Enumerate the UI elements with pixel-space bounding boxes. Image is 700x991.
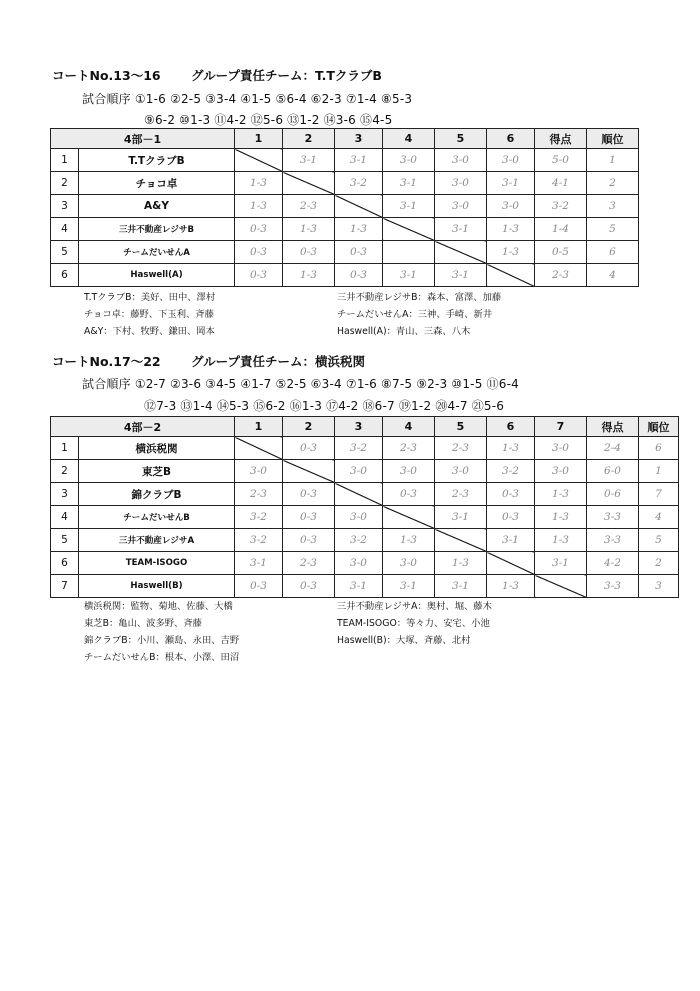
match-score: 0-3: [487, 483, 535, 506]
table-row: [51, 552, 679, 575]
match-score: 3-0: [535, 437, 587, 460]
rank-cell: 5: [587, 218, 639, 241]
team-members: チームだいせんA：三神、手崎、新井: [337, 309, 493, 320]
column-header: 6: [487, 129, 535, 149]
column-header: 4: [383, 417, 435, 437]
table-title: 4部－1: [51, 129, 235, 149]
row-number: 1: [51, 149, 79, 172]
league-table-2: [50, 416, 679, 598]
column-header: 3: [335, 129, 383, 149]
members-right-1: [337, 289, 501, 340]
table-row: [51, 195, 639, 218]
match-order-1: [82, 90, 412, 107]
match-score: 2-3: [383, 437, 435, 460]
match-score: 3-2: [235, 529, 283, 552]
team-members: 三井不動産レジサB：森本、富澤、加藤: [337, 292, 502, 303]
match-score: 0-3: [283, 575, 335, 598]
team-members: 横浜税関：監物、菊地、佐藤、大橋: [84, 601, 233, 612]
team-name: Haswell(A): [79, 264, 235, 287]
match-score: 0-3: [283, 529, 335, 552]
match-score: 3-0: [335, 460, 383, 483]
match-score: 0-3: [235, 218, 283, 241]
points-cell: 5-0: [535, 149, 587, 172]
rank-cell: 3: [639, 575, 679, 598]
rank-cell: 1: [639, 460, 679, 483]
rank-cell: 6: [639, 437, 679, 460]
match-order-1-cont: [144, 111, 392, 128]
table-row: [51, 437, 679, 460]
table-row: [51, 172, 639, 195]
table-row: [51, 575, 679, 598]
match-score: 1-3: [335, 218, 383, 241]
match-score: 0-3: [487, 506, 535, 529]
match-score: 1-3: [535, 483, 587, 506]
table-row: [51, 529, 679, 552]
court-number: コートNo.17〜22: [52, 354, 161, 369]
match-score: 0-3: [283, 437, 335, 460]
table-title: 4部－2: [51, 417, 235, 437]
column-header: 得点: [535, 129, 587, 149]
match-score: 3-0: [435, 460, 487, 483]
match-score: 2-3: [283, 195, 335, 218]
match-score: 3-0: [435, 172, 487, 195]
match-score: 1-3: [487, 241, 535, 264]
match-score: 3-0: [487, 149, 535, 172]
row-number: 7: [51, 575, 79, 598]
row-number: 2: [51, 172, 79, 195]
match-score: 1-3: [535, 529, 587, 552]
diagonal-cell: [435, 241, 487, 264]
match-score: 3-1: [535, 552, 587, 575]
column-header: 5: [435, 129, 487, 149]
points-cell: 3-3: [587, 506, 639, 529]
match-score: 3-1: [435, 264, 487, 287]
match-score: 3-2: [335, 529, 383, 552]
team-members: T.TクラブB：美好、田中、澤村: [84, 292, 216, 303]
team-members: チョコ卓：藤野、下玉利、斉藤: [84, 309, 214, 320]
match-score: 0-3: [283, 483, 335, 506]
team-name: 錦クラブB: [79, 483, 235, 506]
rank-cell: 4: [587, 264, 639, 287]
row-number: 1: [51, 437, 79, 460]
column-header: 7: [535, 417, 587, 437]
match-score: 3-2: [335, 437, 383, 460]
team-name: 三井不動産レジサB: [79, 218, 235, 241]
diagonal-cell: [283, 460, 335, 483]
rank-cell: 1: [587, 149, 639, 172]
diagonal-cell: [487, 264, 535, 287]
team-name: 横浜税関: [79, 437, 235, 460]
diagonal-cell: [487, 552, 535, 575]
match-score: 3-0: [383, 149, 435, 172]
match-score: 3-0: [435, 149, 487, 172]
court-heading-1: [52, 66, 382, 84]
match-score: 3-1: [283, 149, 335, 172]
diagonal-cell: [535, 575, 587, 598]
diagonal-cell: [283, 172, 335, 195]
column-header: 6: [487, 417, 535, 437]
match-score: 2-3: [283, 552, 335, 575]
row-number: 6: [51, 552, 79, 575]
match-score: 3-0: [435, 195, 487, 218]
row-number: 2: [51, 460, 79, 483]
diagonal-cell: [335, 195, 383, 218]
match-order-text: ⑨6-2 ⑩1-3 ⑪4-2 ⑫5-6 ⑬1-2 ⑭3-6 ⑮4-5: [144, 113, 393, 127]
row-number: 4: [51, 506, 79, 529]
match-score: 1-3: [235, 172, 283, 195]
column-header: 1: [235, 129, 283, 149]
row-number: 5: [51, 529, 79, 552]
column-header: 順位: [587, 129, 639, 149]
rank-cell: 3: [587, 195, 639, 218]
table-header-row: [51, 129, 639, 149]
match-score: 3-1: [335, 149, 383, 172]
rank-cell: 2: [639, 552, 679, 575]
match-score: 0-3: [335, 264, 383, 287]
match-score: 3-2: [235, 506, 283, 529]
match-score: 0-3: [335, 241, 383, 264]
members-left-2: [84, 598, 239, 666]
match-score: 1-3: [487, 575, 535, 598]
table-row: [51, 483, 679, 506]
team-name: 三井不動産レジサA: [79, 529, 235, 552]
team-members: 東芝B：亀山、波多野、斉藤: [84, 618, 202, 629]
match-score: 3-1: [487, 172, 535, 195]
diagonal-cell: [235, 149, 283, 172]
rank-cell: 7: [639, 483, 679, 506]
match-order-2-cont: [144, 397, 504, 414]
match-score: 0-3: [235, 575, 283, 598]
match-score: 3-1: [383, 172, 435, 195]
rank-cell: 2: [587, 172, 639, 195]
diagonal-cell: [383, 506, 435, 529]
match-score: 3-0: [383, 552, 435, 575]
match-score: 3-1: [435, 218, 487, 241]
team-members: TEAM-ISOGO：等々力、安宅、小池: [337, 618, 490, 629]
diagonal-cell: [383, 218, 435, 241]
column-header: 3: [335, 417, 383, 437]
match-score: 0-3: [283, 241, 335, 264]
team-name: チームだいせんB: [79, 506, 235, 529]
match-score: 1-3: [283, 218, 335, 241]
match-score: 2-3: [435, 437, 487, 460]
match-score: 0-3: [235, 241, 283, 264]
match-score: [383, 241, 435, 264]
match-score: 1-3: [535, 506, 587, 529]
team-name: チョコ卓: [79, 172, 235, 195]
points-cell: 0-6: [587, 483, 639, 506]
column-header: 5: [435, 417, 487, 437]
match-score: 3-0: [235, 460, 283, 483]
team-members: チームだいせんB：根本、小澤、田沼: [84, 652, 240, 663]
row-number: 3: [51, 483, 79, 506]
match-score: 0-3: [235, 264, 283, 287]
match-order-text: ⑫7-3 ⑬1-4 ⑭5-3 ⑮6-2 ⑯1-3 ⑰4-2 ⑱6-7 ⑲1-2 ⑳4-7 ㉑5-6: [144, 399, 505, 413]
points-cell: 4-1: [535, 172, 587, 195]
members-right-2: [337, 598, 492, 649]
column-header: 1: [235, 417, 283, 437]
diagonal-cell: [235, 437, 283, 460]
match-score: 3-1: [335, 575, 383, 598]
points-cell: 1-4: [535, 218, 587, 241]
match-score: 3-0: [487, 195, 535, 218]
table-header-row: [51, 417, 679, 437]
team-name: TEAM-ISOGO: [79, 552, 235, 575]
match-score: 3-2: [487, 460, 535, 483]
team-name: T.TクラブB: [79, 149, 235, 172]
match-score: 1-3: [283, 264, 335, 287]
league-table-1: [50, 128, 639, 287]
row-number: 4: [51, 218, 79, 241]
column-header: 2: [283, 417, 335, 437]
court-heading-2: [52, 352, 365, 370]
row-number: 5: [51, 241, 79, 264]
rank-cell: 6: [587, 241, 639, 264]
match-score: 3-2: [335, 172, 383, 195]
members-left-1: [84, 289, 215, 340]
team-members: Haswell(B)：大塚、斉藤、北村: [337, 635, 471, 646]
points-cell: 4-2: [587, 552, 639, 575]
team-name: A&Y: [79, 195, 235, 218]
team-name: 東芝B: [79, 460, 235, 483]
team-members: A&Y：下村、牧野、鎌田、岡本: [84, 326, 215, 337]
match-score: 3-0: [335, 506, 383, 529]
responsible-team: グループ責任チーム：T.TクラブB: [190, 68, 382, 83]
table-row: [51, 241, 639, 264]
match-score: 3-0: [383, 460, 435, 483]
table-row: [51, 149, 639, 172]
rank-cell: 5: [639, 529, 679, 552]
points-cell: 3-3: [587, 529, 639, 552]
match-score: 3-1: [435, 575, 487, 598]
match-order-text: ①2-7 ②3-6 ③4-5 ④1-7 ⑤2-5 ⑥3-4 ⑦1-6 ⑧7-5 ⑨2-3 ⑩1-5 ⑪6-4: [134, 377, 519, 391]
match-score: 3-1: [383, 264, 435, 287]
team-members: 錦クラブB：小川、瀬島、永田、吉野: [84, 635, 240, 646]
table-row: [51, 506, 679, 529]
match-score: 2-3: [235, 483, 283, 506]
match-score: 3-1: [383, 195, 435, 218]
team-members: Haswell(A)：青山、三森、八木: [337, 326, 471, 337]
team-members: 三井不動産レジサA：奥村、堀、藤木: [337, 601, 492, 612]
match-order-2: [82, 375, 519, 392]
match-score: 3-0: [335, 552, 383, 575]
row-number: 3: [51, 195, 79, 218]
match-score: 1-3: [435, 552, 487, 575]
team-name: チームだいせんA: [79, 241, 235, 264]
points-cell: 6-0: [587, 460, 639, 483]
points-cell: 0-5: [535, 241, 587, 264]
match-order-label: 試合順序: [82, 377, 131, 391]
match-score: 3-1: [383, 575, 435, 598]
diagonal-cell: [435, 529, 487, 552]
match-score: 0-3: [283, 506, 335, 529]
points-cell: 3-2: [535, 195, 587, 218]
rank-cell: 4: [639, 506, 679, 529]
match-score: 3-1: [435, 506, 487, 529]
court-number: コートNo.13〜16: [52, 68, 161, 83]
column-header: 2: [283, 129, 335, 149]
match-score: 3-0: [535, 460, 587, 483]
match-score: 2-3: [435, 483, 487, 506]
match-score: 0-3: [383, 483, 435, 506]
points-cell: 2-3: [535, 264, 587, 287]
diagonal-cell: [335, 483, 383, 506]
row-number: 6: [51, 264, 79, 287]
match-score: 1-3: [383, 529, 435, 552]
team-name: Haswell(B): [79, 575, 235, 598]
match-order-label: 試合順序: [82, 92, 131, 106]
points-cell: 3-3: [587, 575, 639, 598]
column-header: 4: [383, 129, 435, 149]
responsible-team: グループ責任チーム：横浜税関: [190, 354, 365, 369]
column-header: 得点: [587, 417, 639, 437]
match-order-text: ①1-6 ②2-5 ③3-4 ④1-5 ⑤6-4 ⑥2-3 ⑦1-4 ⑧5-3: [134, 92, 413, 106]
points-cell: 2-4: [587, 437, 639, 460]
match-score: 1-3: [487, 437, 535, 460]
match-score: 3-1: [487, 529, 535, 552]
match-score: 1-3: [487, 218, 535, 241]
table-row: [51, 218, 639, 241]
table-row: [51, 460, 679, 483]
match-score: 3-1: [235, 552, 283, 575]
table-row: [51, 264, 639, 287]
column-header: 順位: [639, 417, 679, 437]
match-score: 1-3: [235, 195, 283, 218]
